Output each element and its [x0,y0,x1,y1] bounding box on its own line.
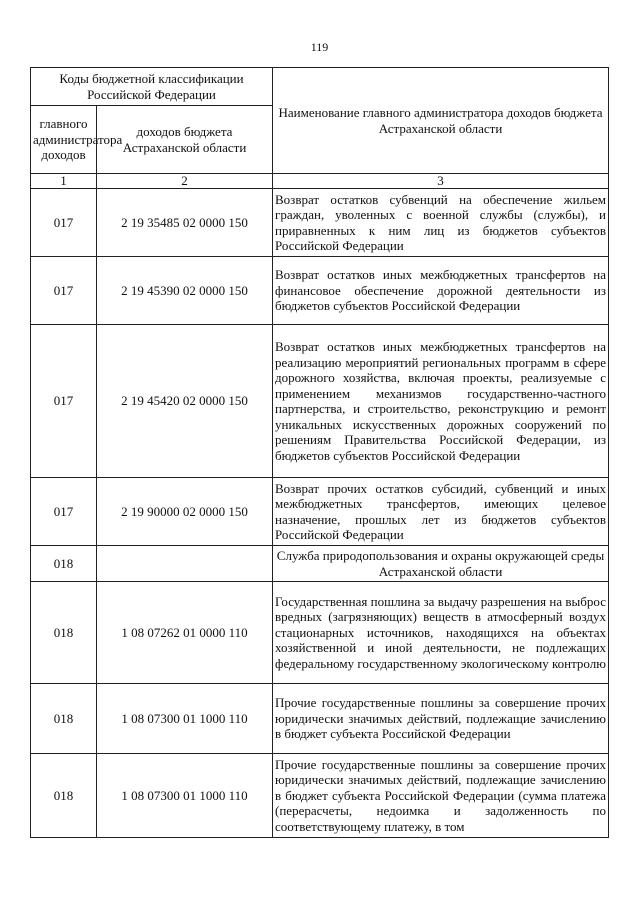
index-col2: 2 [97,174,273,189]
income-code: 2 19 35485 02 0000 150 [97,189,273,257]
income-name: Возврат остатков иных межбюджетных трансфертов на финансовое обеспечение дорожной деятельности из бюджетов субъектов Российской Федерации [273,257,609,325]
header-col1: главного администратора доходов [31,106,97,174]
admin-code: 018 [31,546,97,582]
admin-code: 017 [31,257,97,325]
table-row [31,582,609,684]
table-row [31,754,609,838]
income-code: 2 19 90000 02 0000 150 [97,478,273,546]
admin-code: 017 [31,325,97,478]
admin-code: 018 [31,754,97,838]
table-row [31,546,609,582]
table-row [31,325,609,478]
page-number: 119 [310,40,329,54]
income-name: Возврат остатков иных межбюджетных трансфертов на реализацию мероприятий региональных программ в сфере дорожного хозяйства, включая проекты, реализуемые с применением механизмов государственно-частного партнерства, и строительство, реконструкцию и ремонт уникальных искусственных дорожных сооружений по решениям Правительства Российской Федерации, из бюджетов субъектов Российской Федерации [273,325,609,478]
index-col1: 1 [31,174,97,189]
income-code: 1 08 07300 01 1000 110 [97,754,273,838]
budget-classification-table [30,67,609,838]
admin-code: 018 [31,684,97,754]
income-code [97,546,273,582]
income-name: Возврат остатков субвенций на обеспечение жильем граждан, уволенных с военной службы (службы), и приравненных к ним лиц из бюджетов субъектов Российской Федерации [273,189,609,257]
header-col2: доходов бюджета Астраханской области [97,106,273,174]
income-code: 2 19 45390 02 0000 150 [97,257,273,325]
table-row [31,189,609,257]
admin-code: 018 [31,582,97,684]
income-code: 1 08 07300 01 1000 110 [97,684,273,754]
income-name: Возврат прочих остатков субсидий, субвенций и иных межбюджетных трансфертов, имеющих целевое назначение, прошлых лет из бюджетов субъектов Российской Федерации [273,478,609,546]
admin-code: 017 [31,189,97,257]
administrator-title: Служба природопользования и охраны окружающей среды Астраханской области [273,546,609,582]
income-name: Государственная пошлина за выдачу разрешения на выброс вредных (загрязняющих) веществ в атмосферный воздух стационарных источников, находящихся на объектах хозяйственной и иной деятельности, не подлежащих федеральному государственному экологическому контролю [273,582,609,684]
table-row [31,257,609,325]
header-col3: Наименование главного администратора доходов бюджета Астраханской области [273,68,609,174]
income-name: Прочие государственные пошлины за совершение прочих юридически значимых действий, подлежащие зачислению в бюджет субъекта Российской Федерации [273,684,609,754]
table-row [31,684,609,754]
income-code: 1 08 07262 01 0000 110 [97,582,273,684]
income-name: Прочие государственные пошлины за совершение прочих юридически значимых действий, подлежащие зачислению в бюджет субъекта Российской Федерации (сумма платежа (перерасчеты, недоимка и задолженность по соответствующему платежу, в том [273,754,609,838]
header-group-title: Коды бюджетной классификации Российской Федерации [31,68,273,106]
table-row [31,478,609,546]
index-col3: 3 [273,174,609,189]
income-code: 2 19 45420 02 0000 150 [97,325,273,478]
admin-code: 017 [31,478,97,546]
